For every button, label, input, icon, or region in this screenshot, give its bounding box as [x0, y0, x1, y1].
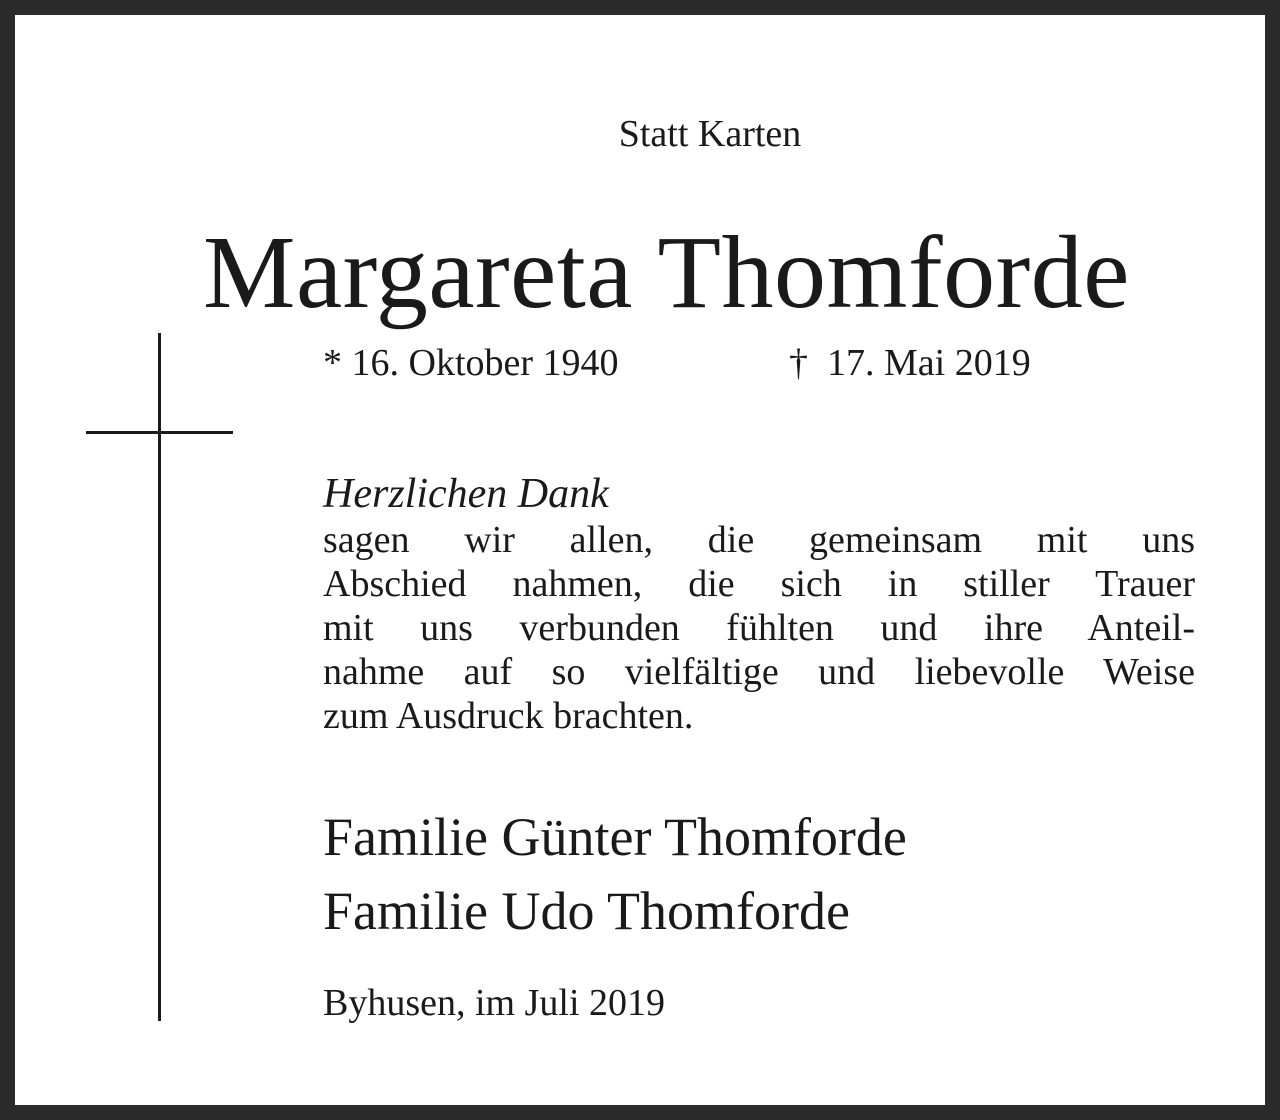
place-and-date: Byhusen, im Juli 2019: [323, 982, 666, 1024]
birth-date: * 16. Oktober 1940: [323, 342, 619, 384]
thanks-section: [323, 470, 1195, 738]
thanks-line: mit uns verbunden fühlten und ihre Anteil-: [323, 607, 1195, 649]
thanks-line: zum Ausdruck brachten.: [323, 695, 694, 737]
thanks-heading: Herzlichen Dank: [323, 471, 609, 517]
family-name: Familie Udo Thomforde: [323, 881, 850, 941]
family-signatures: [323, 800, 907, 948]
thanks-body: [323, 518, 1195, 738]
cross-icon-horizontal: [86, 431, 233, 434]
cross-icon-vertical: [158, 333, 161, 1021]
family-name: Familie Günter Thomforde: [323, 807, 907, 867]
thanks-line: nahme auf so vielfältige und liebevolle Weise: [323, 651, 1195, 693]
death-date: 17. Mai 2019: [827, 342, 1031, 384]
deceased-name: Margareta Thomforde: [203, 215, 1130, 330]
thanks-line: sagen wir allen, die gemeinsam mit uns: [323, 519, 1195, 561]
dagger-symbol: †: [789, 342, 808, 384]
statt-karten-label: Statt Karten: [618, 113, 802, 155]
thanks-line: Abschied nahmen, die sich in stiller Trauer: [323, 563, 1195, 605]
